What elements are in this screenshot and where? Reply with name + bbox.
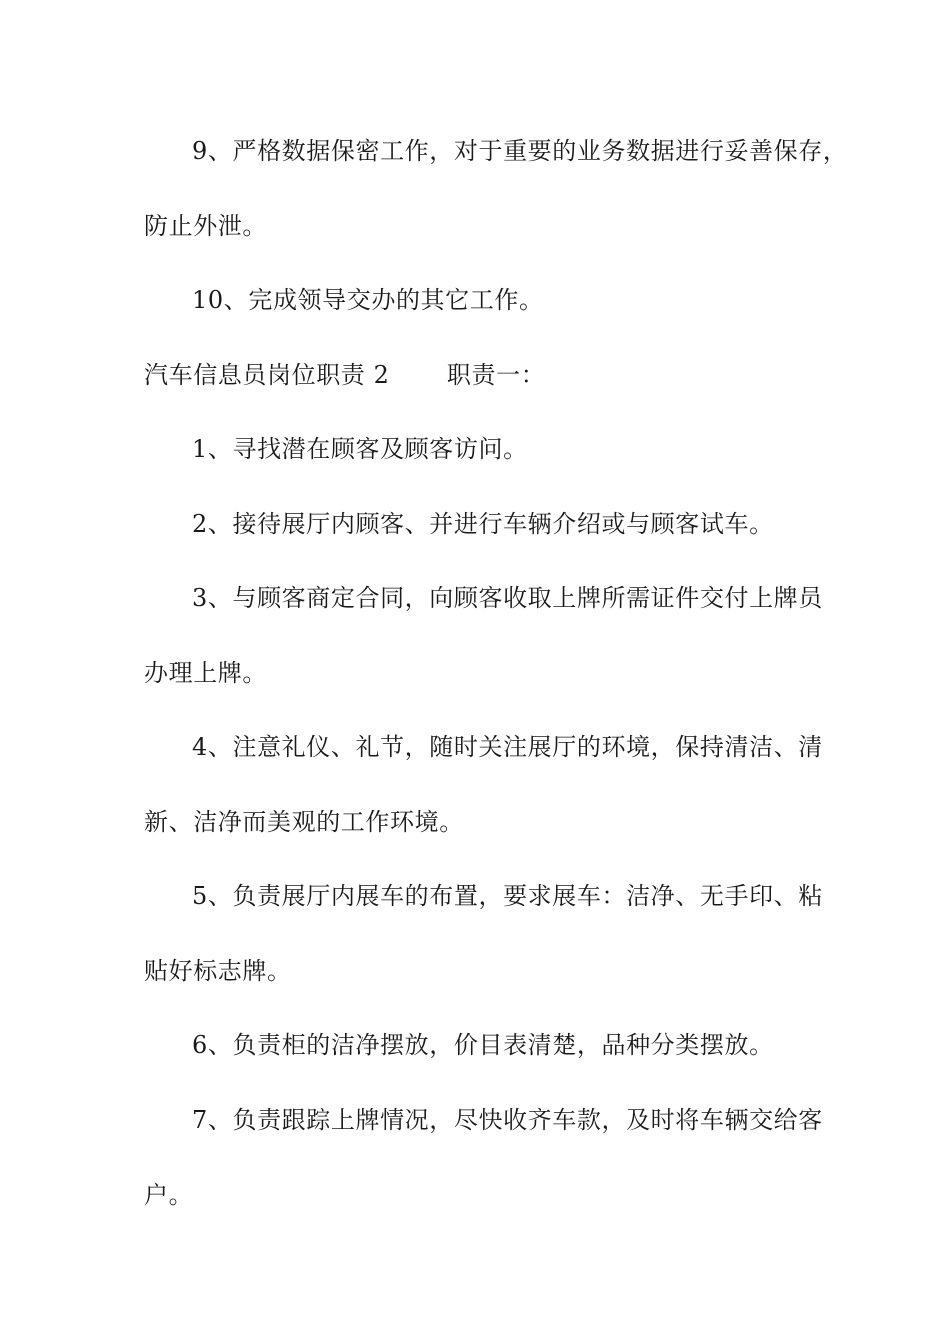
item-4-line-1: 4、注意礼仪、礼节，随时关注展厅的环境，保持清洁、清 (192, 733, 823, 761)
paragraph-10: 10、完成领导交办的其它工作。 (192, 286, 544, 314)
item-6: 6、负责柜的洁净摆放，价目表清楚，品种分类摆放。 (192, 1031, 774, 1059)
item-5-line-2: 贴好标志牌。 (144, 957, 292, 985)
item-1: 1、寻找潜在顾客及顾客访问。 (192, 435, 528, 463)
item-3-line-2: 办理上牌。 (144, 659, 267, 687)
paragraph-9-line-2: 防止外泄。 (144, 212, 267, 240)
item-7-line-1: 7、负责跟踪上牌情况，尽快收齐车款，及时将车辆交给客 (192, 1106, 823, 1134)
item-3-line-1: 3、与顾客商定合同，向顾客收取上牌所需证件交付上牌员 (192, 584, 823, 612)
item-7-line-2: 户。 (144, 1181, 194, 1209)
item-2: 2、接待展厅内顾客、并进行车辆介绍或与顾客试车。 (192, 510, 774, 538)
item-4-line-2: 新、洁净而美观的工作环境。 (144, 808, 464, 836)
item-5-line-1: 5、负责展厅内展车的布置，要求展车：洁净、无手印、粘 (192, 882, 823, 910)
paragraph-9-line-1: 9、严格数据保密工作，对于重要的业务数据进行妥善保存， (192, 137, 848, 165)
section-heading: 汽车信息员岗位职责 2 职责一： (144, 361, 546, 389)
